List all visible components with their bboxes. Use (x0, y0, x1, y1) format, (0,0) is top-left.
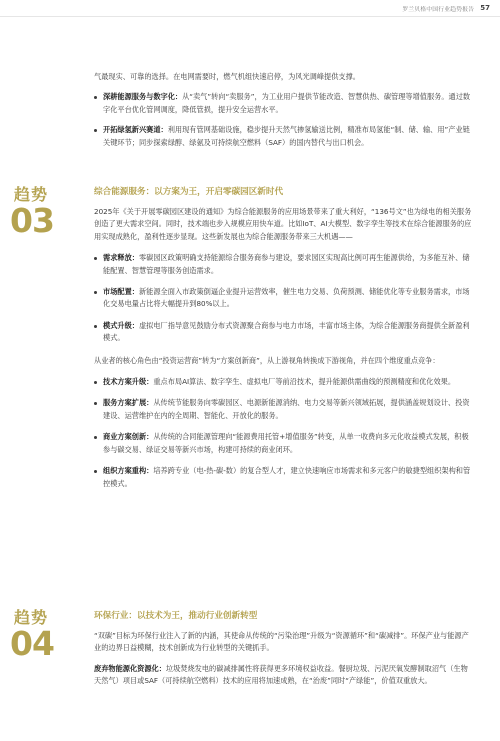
bullet-dot-icon (94, 402, 97, 405)
bullet-dot-icon (94, 291, 97, 294)
bullet-text: 从传统节能服务向零碳园区、电源新能源消纳、电力交易等新兴领域拓展，提供涵盖规划设计、投资建设、运营维护在内的全周期、智能化、开放化的服务。 (103, 398, 470, 420)
opportunity-market (94, 286, 472, 311)
bullet-label: 模式升级： (103, 320, 139, 330)
bullet-label: 组织方案重构： (103, 466, 154, 476)
bullet-text: 虚拟电厂指导意见鼓励分布式资源聚合商参与电力市场，丰富市场主体，为综合能源服务商提供全新盈利模式。 (103, 320, 470, 343)
bullet-dot-icon (94, 129, 97, 132)
trend-04-marker (10, 609, 80, 661)
dimension-business (94, 431, 472, 456)
bullet-text: 利用现有管网基础设施，稳步提升天然气掺氢输送比例，精准布局氢能“制、储、输、用”产业链关键环节；同步探索绿醇、绿氨及可持续航空燃料（SAF）的国内替代与出口机会。 (103, 125, 470, 147)
bullet-dot-icon (94, 325, 97, 328)
report-title: 罗兰贝格中国行业趋势报告 (402, 6, 475, 13)
bullet-text: 从传统的合同能源管理向“能源费用托管+增值服务”转变，从单一收费向多元化收益模式发展，积极参与碳交易、绿证交易等新兴市场，构建可持续的商业闭环。 (103, 432, 469, 454)
trend-03-section (94, 186, 472, 490)
bullet-dot-icon (94, 436, 97, 439)
bullet-label: 技术方案升级： (103, 377, 154, 387)
bullet-text: 重点布局AI算法、数字孪生、虚拟电厂等前沿技术，提升能源供需曲线的预测精度和优化效果。 (153, 377, 456, 387)
intro-paragraph: “双碳”目标为环保行业注入了新的内涵，其使命从传统的“污染治理”升级为“资源循环”和“碳减排”。环保产业与能源产业的边界日益模糊，技术创新成为行业转型的关键抓手。 (94, 631, 469, 653)
page-header (402, 0, 490, 16)
trend-word: 趋势 (14, 185, 49, 204)
continuation-paragraph: 气最现实、可靠的选择。在电网需要时，燃气机组快速启停，为风光调峰提供支撑。 (94, 72, 360, 81)
opportunity-demand (94, 252, 472, 277)
header-divider (0, 16, 500, 17)
bullet-dot-icon (94, 381, 97, 384)
dimension-technology (94, 376, 472, 388)
section-heading: 环保行业：以技术为王，推动行业创新转型 (94, 611, 258, 621)
bullet-service-digital (94, 91, 472, 116)
bullet-label: 商业方案创新： (103, 432, 154, 442)
dimension-service (94, 397, 472, 422)
paragraph-label: 废弃物能源化资源化： (94, 663, 166, 673)
bridge-paragraph: 从业者的核心角色由“投资运营商”转为“方案创新商”，从上游视角转换成下游视角，并在四个维度重点竞争： (94, 355, 440, 365)
section-heading: 综合能源服务：以方案为王，开启零碳园区新时代 (94, 187, 284, 197)
intro-paragraph: 2025年《关于开展零碳园区建设的通知》为综合能源服务的应用场景带来了重大利好，“136号文”也为绿电的相关服务创造了更大需求空间。同时，技术端也步入规模应用快车道。比如IoT、AI大模型、数字孪生等技术在综合能源服务的应用实现成熟化，盈利性逐步显现。这些新发展也为综合能源服务带来三大机遇—— (94, 207, 472, 241)
bullet-dot-icon (94, 257, 97, 260)
bullet-label: 需求释放： (103, 253, 139, 263)
trend-word: 趋势 (14, 608, 49, 627)
bullet-label: 服务方案扩展： (103, 398, 154, 408)
bullet-label: 开拓绿氢新兴赛道： (103, 125, 168, 135)
bullet-dot-icon (94, 96, 97, 99)
page-number: 57 (480, 4, 490, 12)
bullet-dot-icon (94, 470, 97, 473)
bullet-label: 市场配置： (103, 287, 139, 297)
bullet-label: 深耕能源服务与数字化： (103, 92, 183, 102)
trend-number: 04 (10, 624, 54, 663)
bullet-text: 新能源全面入市政策倒逼企业提升运营效率，催生电力交易、负荷预测、储能优化等专业服务需求，市场化交易电量占比将大幅提升到80%以上。 (103, 287, 470, 309)
paragraph-text: 垃圾焚烧发电的碳减排属性将获得更多环境权益收益。餐厨垃圾、污泥厌氧发酵制取沼气（生物天然气）项目或SAF（可持续航空燃料）技术的应用将加速成熟，在“治废”同时“产绿能”，价值双重放大。 (94, 663, 468, 686)
bullet-text: 培养跨专业（电-热-碳-数）的复合型人才，建立快速响应市场需求和多元客户的敏捷型组织架构和管控模式。 (103, 466, 471, 488)
trend-number: 03 (10, 201, 54, 240)
trend-04-section (94, 610, 472, 688)
bullet-text: 零碳园区政策明确支持能源综合服务商参与建设，要求园区实现高比例可再生能源供给，为多能互补、储能配置、智慧管理等服务创造需求。 (103, 253, 470, 275)
bullet-green-hydrogen (94, 124, 472, 149)
waste-energy-paragraph (94, 663, 472, 688)
dimension-organization (94, 465, 472, 490)
bullet-text: 从“卖气”转向“卖服务”，为工业用户提供节能改造、智慧供热、碳管理等增值服务。通过数字化平台优化管网调度，降低管损，提升安全运营水平。 (103, 92, 471, 114)
trend-03-marker (10, 186, 80, 238)
opportunity-model (94, 320, 472, 345)
top-block (94, 71, 472, 149)
